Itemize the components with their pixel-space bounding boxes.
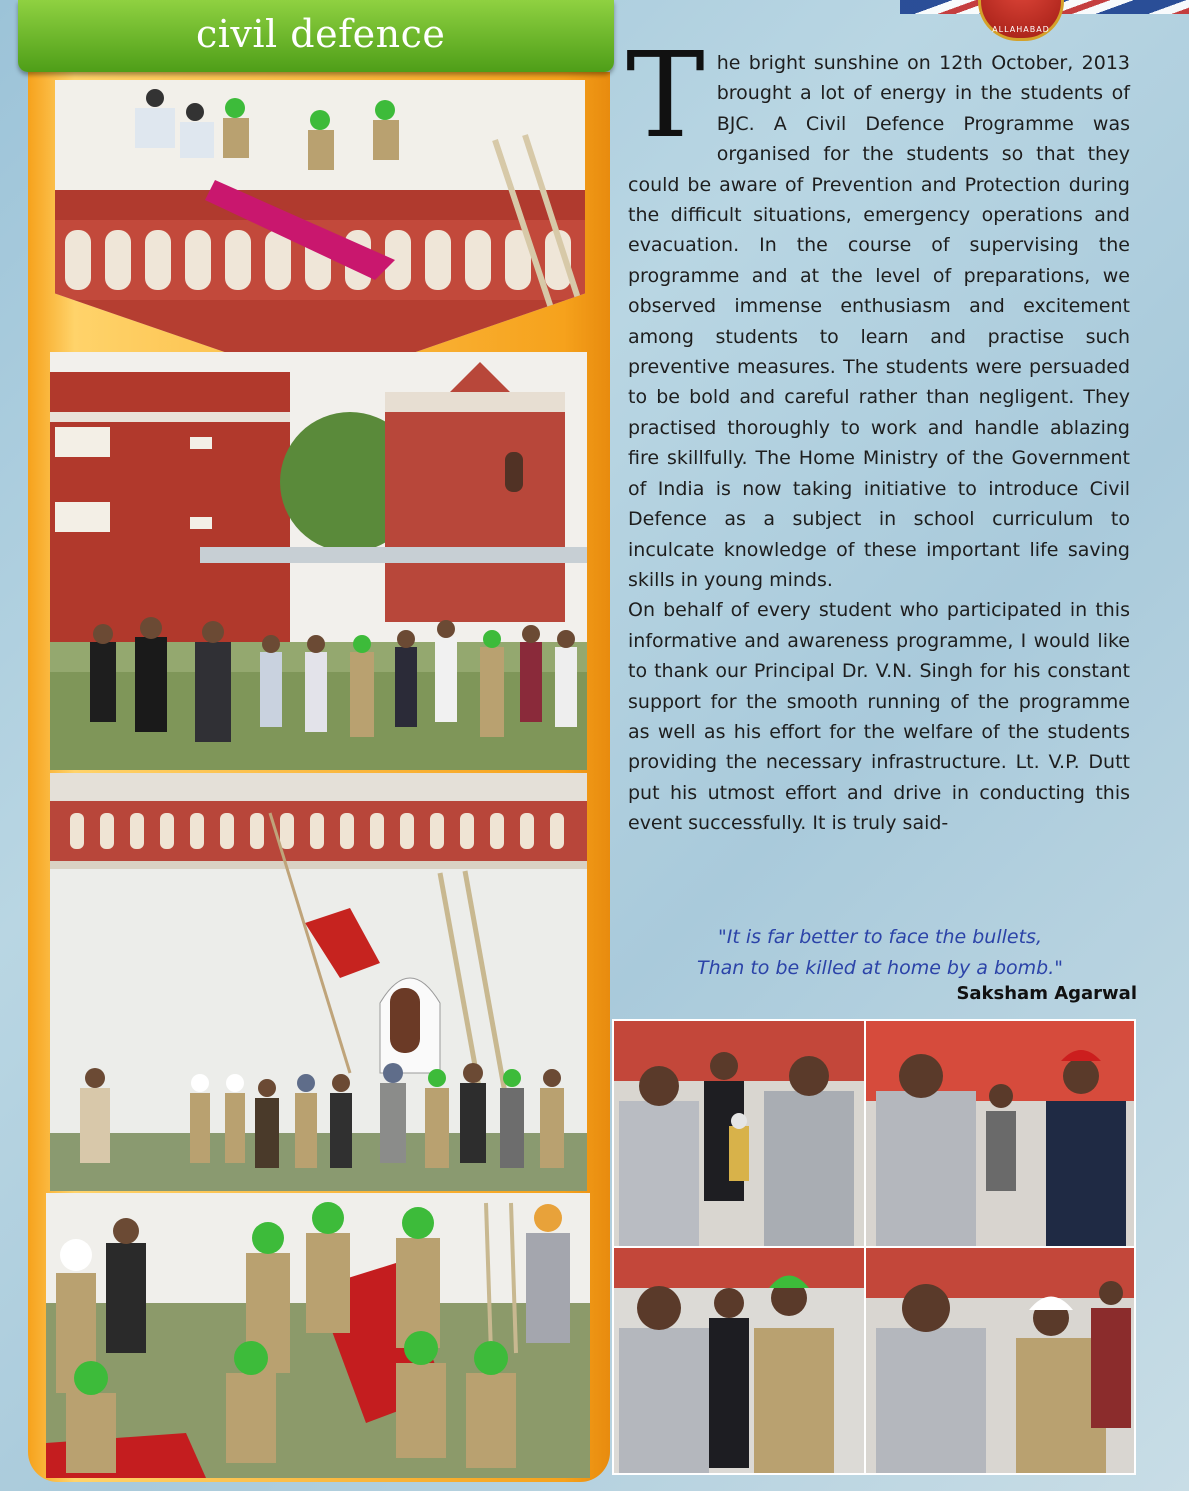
school-emblem [978, 0, 1064, 41]
photo-stretcher-drill [46, 1193, 590, 1478]
section-title: civil defence [196, 12, 446, 56]
drop-cap: T [626, 26, 705, 164]
emblem-label: ALLAHABAD [992, 25, 1050, 34]
quote-line-1: "It is far better to face the bullets, [717, 926, 1042, 948]
photo-award-handover-3 [864, 1246, 1136, 1475]
photo-award-handover-1 [864, 1019, 1136, 1248]
quote-line-2: Than to be killed at home by a bomb." [696, 957, 1063, 979]
author-name: Saksham Agarwal [956, 983, 1137, 1004]
section-banner [18, 0, 614, 72]
photo-building-crowd [50, 352, 587, 770]
quote-block [640, 922, 1120, 984]
photo-wall-ladder [50, 773, 587, 1191]
photo-award-handover-2 [612, 1246, 866, 1475]
paragraph-1-text: he bright sunshine on 12th October, 2013 brought a lot of energy in the students of BJC. A Civil Defence Programme was organised for the students so that they could be aware of Prevention and Protection during the difficult situations, emergency operations and evacuation. In the course of supervising the programme and at the level of preparations, we observed immense enthusiasm and excitement among students to learn and practise such preventive measures. The students were persuaded to be bold and careful rather than negligent. They practised thoroughly to work and handle ablazing fire skillfully. The Home Ministry of the Government of India is now taking initiative to introduce Civil Defence as a subject in school curriculum to inculcate knowledge of these important life saving skills in young minds. [628, 52, 1130, 591]
article-paragraph-2: On behalf of every student who participated in this informative and awareness programme, I would like to thank our Principal Dr. V.N. Singh for his constant support for the smooth running of the programme as well as his effort for the welfare of the students providing the necessary infrastructure. Lt. V.P. Dutt put his utmost effort and drive in conducting this event successfully. It is truly said- [628, 599, 1130, 835]
photo-trophy-presentation [612, 1019, 866, 1248]
